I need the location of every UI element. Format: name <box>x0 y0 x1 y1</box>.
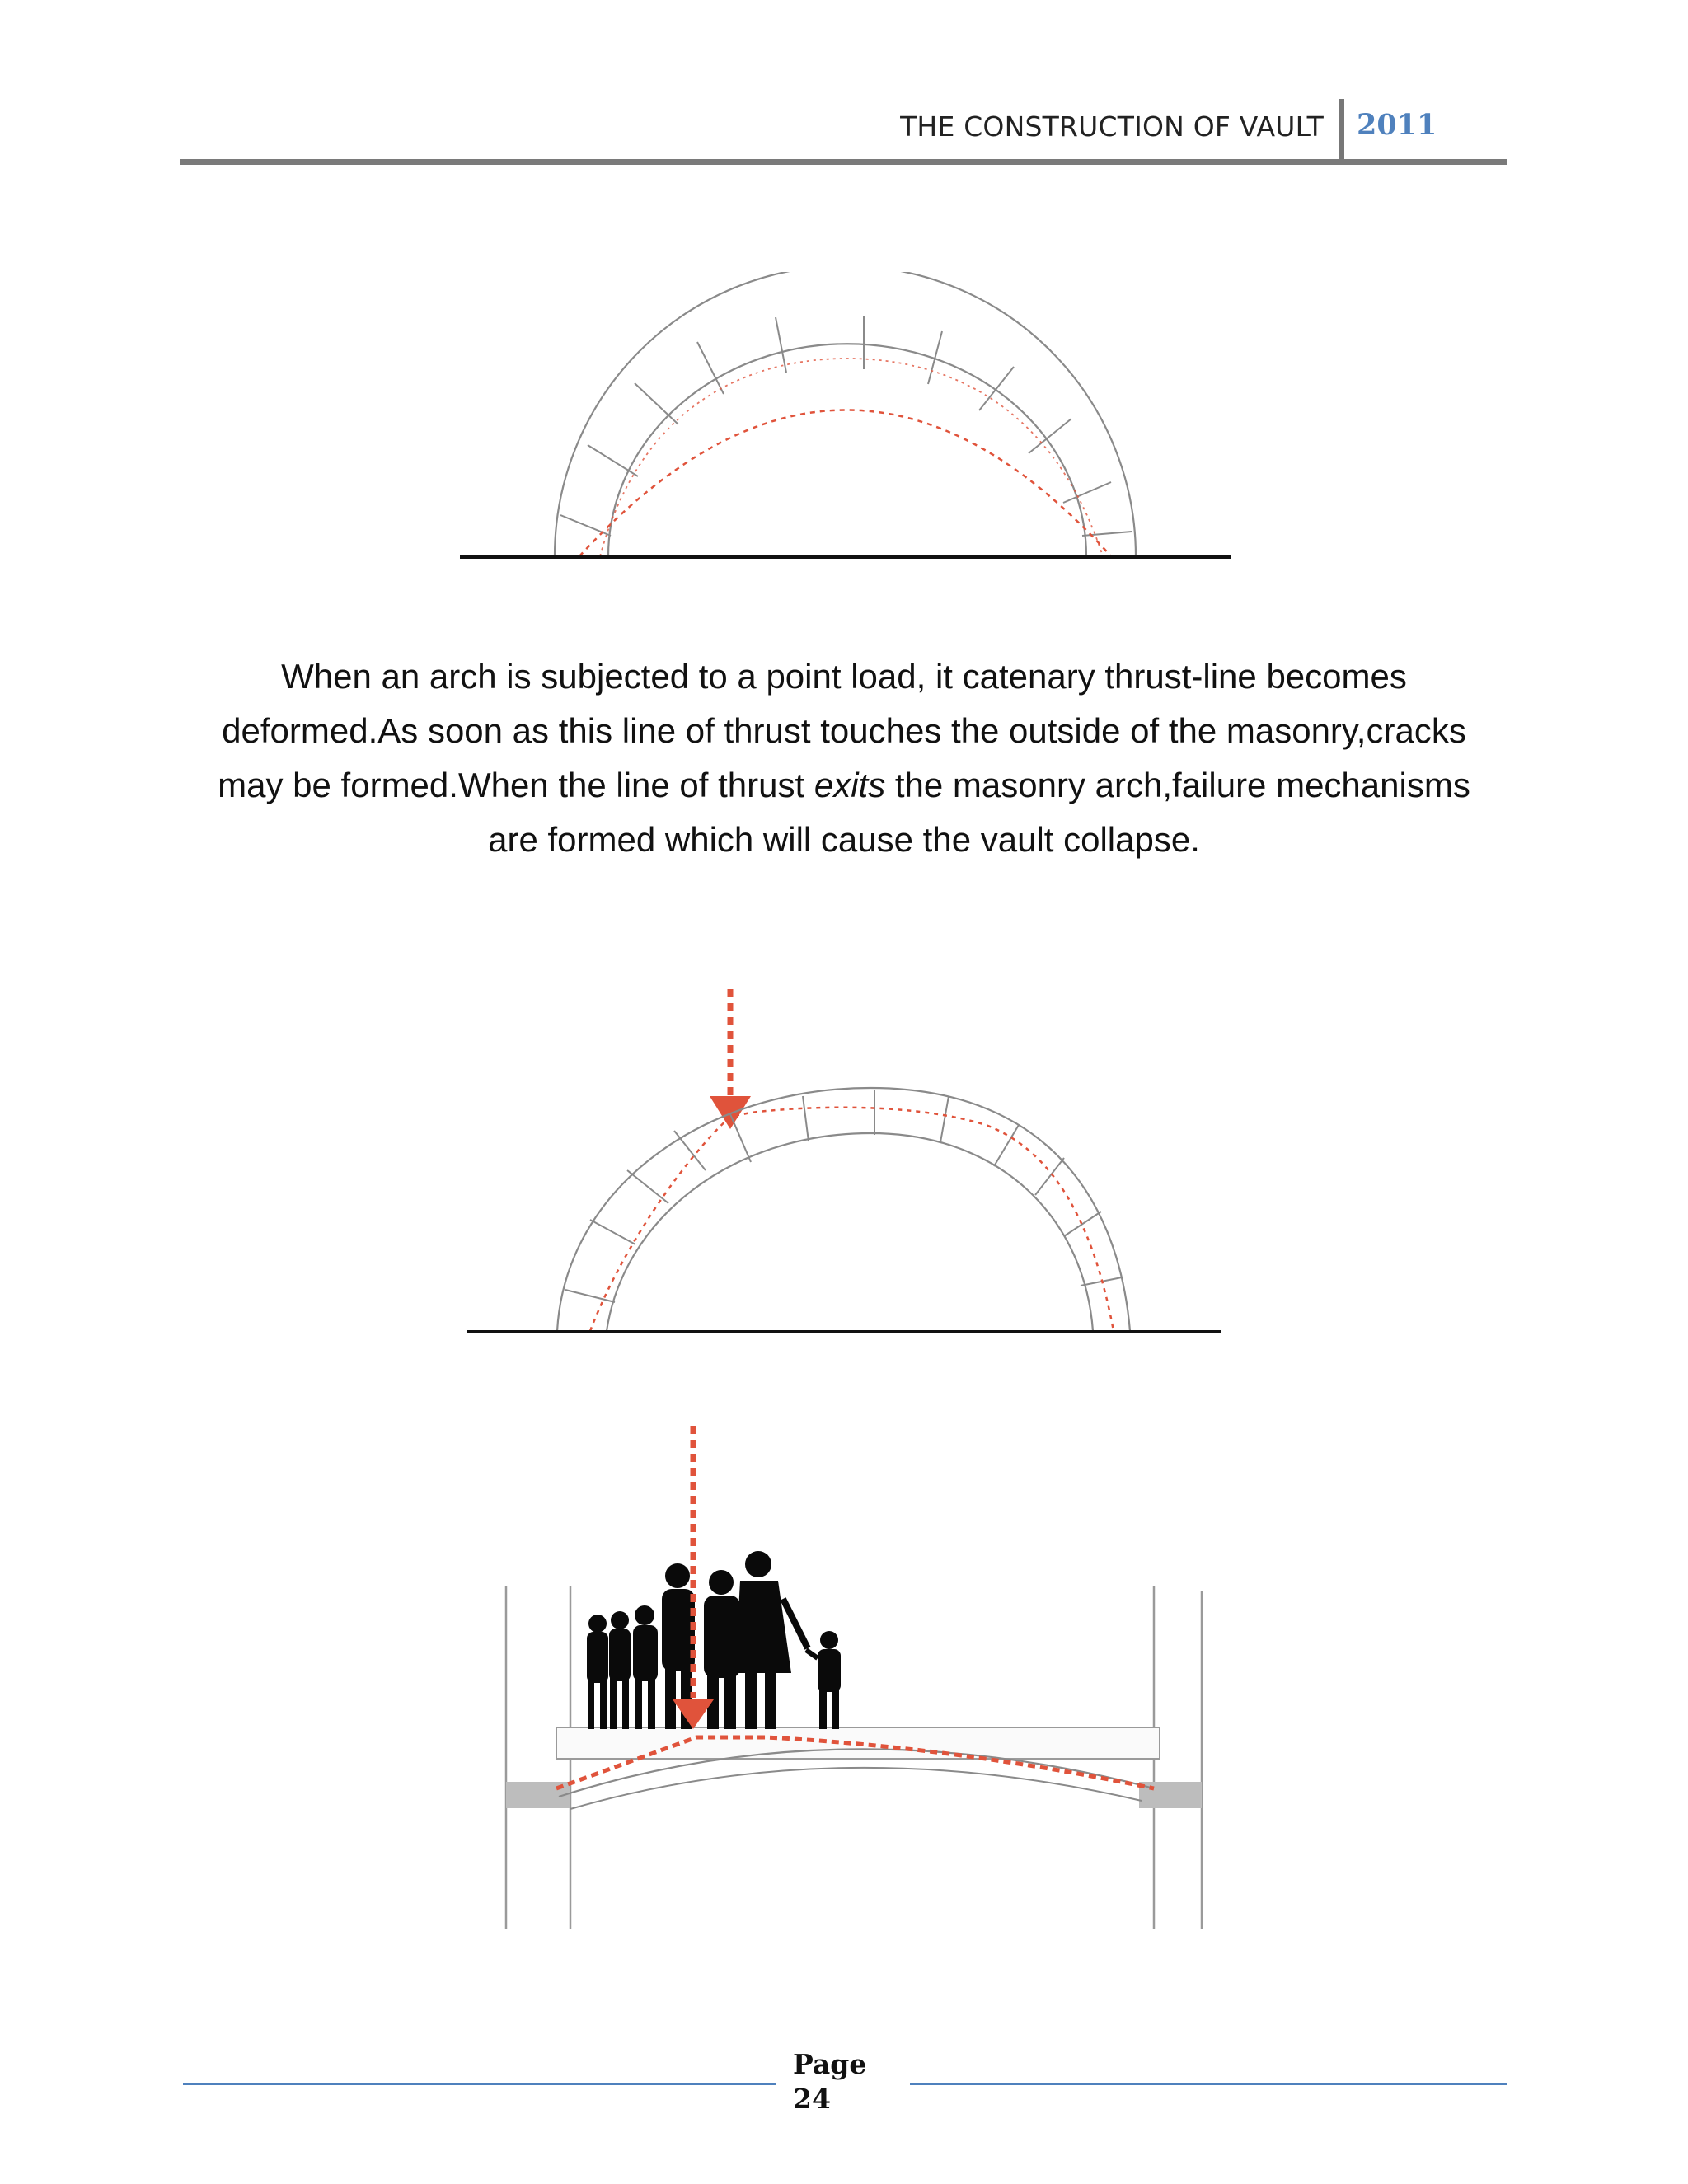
vault-collapse-figure <box>429 1401 1253 1945</box>
page-number: 24 <box>793 2083 831 2115</box>
page-label: Page <box>793 2048 867 2080</box>
people-silhouettes <box>587 1551 841 1729</box>
paragraph-text-end: the masonry arch,failure mechanisms are formed which will cause the vault collapse. <box>488 766 1470 859</box>
document-year: 2011 <box>1357 108 1437 142</box>
body-paragraph <box>188 649 1500 867</box>
arch-inner-edge <box>607 1133 1093 1331</box>
document-title: THE CONSTRUCTION OF VAULT <box>900 110 1324 143</box>
vault-collapse-drawing <box>429 1401 1253 1945</box>
right-support-block <box>1139 1782 1202 1808</box>
voussoir-joints <box>565 1090 1122 1302</box>
footer-rule-right <box>910 2083 1507 2085</box>
page-number-block <box>793 2047 900 2116</box>
paragraph-text-start: When an arch is subjected to a point load, it catenary thrust-line becomes deformed.As soon as this line of thrust touches the outside of the masonry,cracks may be formed.When the line of thrust <box>218 657 1466 804</box>
point-load-arch-drawing <box>458 972 1241 1360</box>
header-divider <box>1339 99 1344 163</box>
thrust-line-inner <box>600 359 1103 556</box>
point-load-arch-figure <box>458 972 1241 1360</box>
voussoir-joints <box>560 316 1132 536</box>
header-rule <box>180 159 1507 165</box>
point-load-arrowhead <box>710 1096 751 1129</box>
arch-thrust-line-figure <box>452 272 1235 618</box>
arch-outer-edge <box>557 1088 1130 1331</box>
paragraph-emphasis: exits <box>814 766 886 804</box>
page-footer <box>183 2047 1507 2121</box>
footer-rule-left <box>183 2083 776 2085</box>
vault-arch-bottom <box>570 1768 1142 1809</box>
arch-outer-edge <box>555 272 1136 556</box>
deformed-thrust-line <box>590 1108 1114 1331</box>
page-header <box>180 97 1507 166</box>
arch-thrust-line-drawing <box>452 272 1235 618</box>
arch-inner-edge <box>608 344 1086 556</box>
